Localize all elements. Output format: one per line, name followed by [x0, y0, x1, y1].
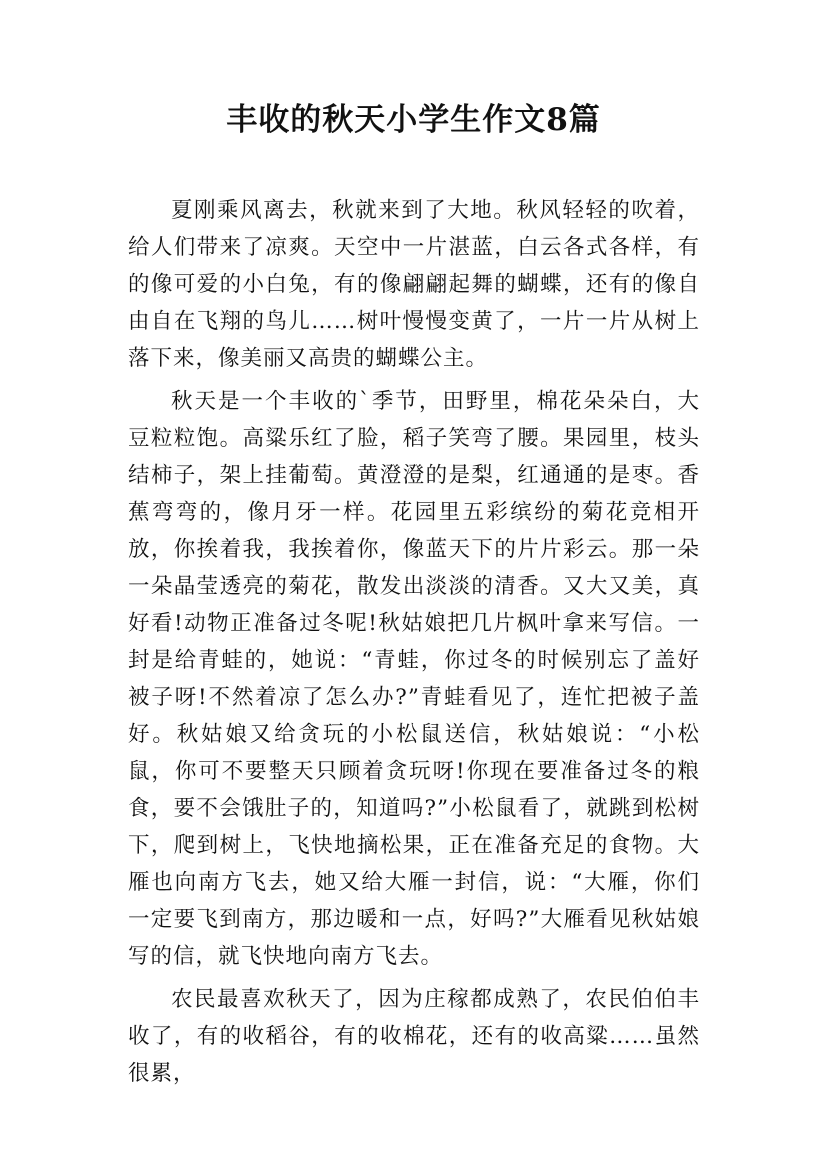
paragraph-2: 秋天是一个丰收的`季节，田野里，棉花朵朵白，大豆粒粒饱。高粱乐红了脸，稻子笑弯了腰。果园里，枝头结柿子，架上挂葡萄。黄澄澄的是梨，红通通的是枣。香蕉弯弯的，像月牙一样。花园里五彩缤纷的菊花竞相开放，你挨着我，我挨着你，像蓝天下的片片彩云。那一朵一朵晶莹透亮的菊花，散发出淡淡的清香。又大又美，真好看!动物正准备过冬呢!秋姑娘把几片枫叶拿来写信。一封是给青蛙的，她说：“青蛙，你过冬的时候别忘了盖好被子呀!不然着凉了怎么办?”青蛙看见了，连忙把被子盖好。秋姑娘又给贪玩的小松鼠送信，秋姑娘说：“小松鼠，你可不要整天只顾着贪玩呀!你现在要准备过冬的粮食，要不会饿肚子的，知道吗?”小松鼠看了，就跳到松树下，爬到树上，飞快地摘松果，正在准备充足的食物。大雁也向南方飞去，她又给大雁一封信，说：“大雁，你们一定要飞到南方，那边暖和一点，好吗?”大雁看见秋姑娘写的信，就飞快地向南方飞去。 [128, 389, 700, 969]
document-body [128, 192, 700, 1098]
paragraph-1: 夏刚乘风离去，秋就来到了大地。秋风轻轻的吹着，给人们带来了凉爽。天空中一片湛蓝，白云各式各样，有的像可爱的小白兔，有的像翩翩起舞的蝴蝶，还有的像自由自在飞翔的鸟儿……树叶慢慢变黄了，一片一片从树上落下来，像美丽又高贵的蝴蝶公主。 [128, 198, 700, 371]
document-title: 丰收的秋天小学生作文8篇 [226, 102, 601, 138]
paragraph-3: 农民最喜欢秋天了，因为庄稼都成熟了，农民伯伯丰收了，有的收稻谷，有的收棉花，还有的收高粱……虽然很累， [128, 987, 700, 1086]
